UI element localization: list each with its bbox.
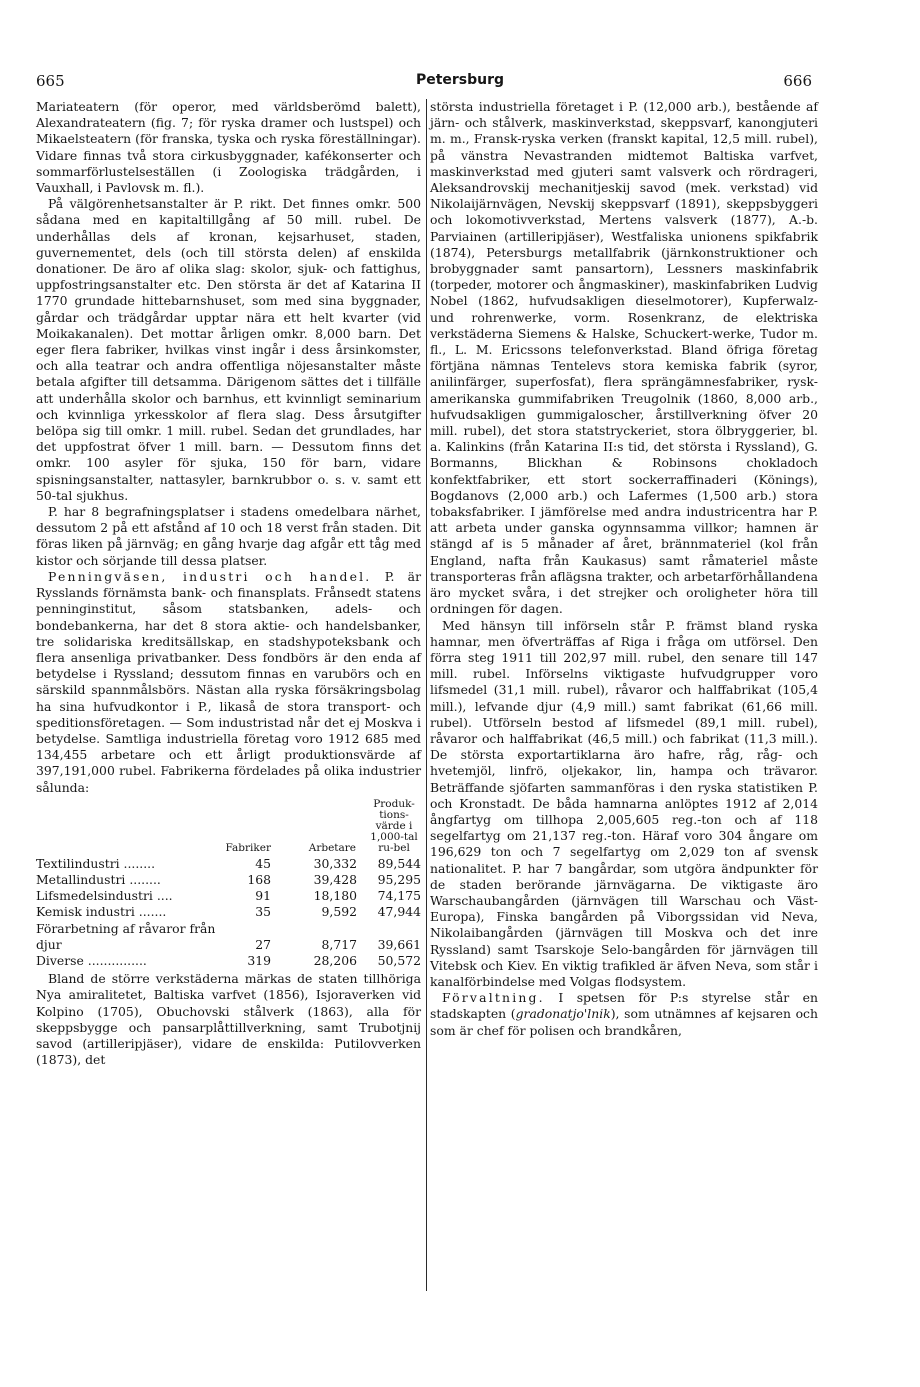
- column-header-arbetare: Arbetare: [308, 841, 356, 854]
- industry-name: Diverse ...............: [36, 952, 147, 968]
- industry-name: Metallindustri ........: [36, 871, 161, 887]
- produktion-value: 89,544: [377, 855, 421, 871]
- paragraph-administration: Förvaltning. I spetsen för P:s styrelse står en stadskapten (gradonatjo'lnik), som utnämnes af kejsaren och som är chef för polisen och brandkåren,: [430, 990, 818, 1038]
- column-header-fabriker: Fabriker: [225, 841, 271, 854]
- right-column: [430, 99, 818, 1039]
- paragraph-trade: Med hänsyn till införseln står P. främst bland ryska hamnar, men öfverträffas af Riga i fråga om utförsel. Den förra steg 1911 till 202,97 mill. rubel, den senare till 147 mill. rubel. Införselns viktigaste hufvudgrupper voro lifsmedel (31,1 mill. rubel), råvaror och halffabrikat (105,4 mill.), lefvande djur (4,9 mill.) samt fabrikat (61,66 mill. rubel). Utförseln bestod af lifsmedel (89,1 mill. rubel), råvaror och halffabrikat (46,5 mill.) och fabrikat (11,3 mill.). De största exportartiklarna äro hafre, råg, råg- och hvetemjöl, linfrö, oljekakor, lin, hampa och trävaror. Beträffande sjöfarten sammanföras i den ryska statistiken P. och Kronstadt. De båda hamnarna anlöptes 1912 af 2,014 ångfartyg om tillhopa 2,005,605 reg.-ton och af 118 segelfartyg om 21,137 reg.-ton. Häraf voro 304 ångare om 196,629 ton och 7 segelfartyg om 2,029 ton af svensk nationalitet. P. har 7 bangårdar, som utgöra ändpunkter för de staden berörande järnvägarna. De viktigaste äro Warschaubangården (järnvägen till Warschau och Väst-Europa), Finska bangården på Viborgssidan vid Neva, Nikolaibangården (järnvägen till Moskva och det inre Ryssland) samt Tsarskoje Selo-bangården för järnvägen till Vitebsk och Kiev. En viktig trafikled är äfven Neva, som står i kanalförbindelse med Volgas flodsystem.: [430, 617, 818, 989]
- paragraph-finance: [36, 569, 421, 796]
- fabriker-value: 27: [255, 936, 271, 952]
- industry-name: Textilindustri ........: [36, 855, 156, 871]
- page-number-left: 665: [36, 72, 65, 90]
- produktion-value: 74,175: [377, 888, 421, 904]
- paragraph-cemeteries: P. har 8 begrafningsplatser i stadens omedelbara närhet, dessutom 2 på ett afstånd af 10 och 18 verst från staden. Dit föras liken på järnväg; en gång hvarje dag afgår ett tåg med kistor och sörjande till dessa platser.: [36, 504, 421, 568]
- paragraph-charities: På välgörenhetsanstalter är P. rikt. Det finnes omkr. 500 sådana med en kapitaltillgång af 50 mill. rubel. De underhållas dels af kronan, kejsarhuset, staden, guvernementet, dels (och till största delen) af enskilda donationer. De äro af olika slag: skolor, sjuk- och fattighus, uppfostringsanstalter etc. Den största är det af Katarina II 1770 grundade hittebarnshuset, som med sina byggnader, gårdar och trädgårdar upptar nära ett helt kvarter (vid Moikakanalen). Det mottar årligen omkr. 8,000 barn. Det eger flera fabriker, hvilkas vinst ingår i dess årsinkomster, och alla teatrar och andra offentliga nöjesanstalter måste betala afgifter till detsamma. Därigenom sättes det i tillfälle att underhålla skolor och barnhus, ett kvinnligt seminarium och kvinnliga yrkesskolor af flera slag. Dess årsutgifter belöpa sig till omkr. 1 mill. rubel. Sedan det grundlades, har det uppfostrat öfver 1 mill. barn. — Dessutom finns det omkr. 100 asyler för sjuka, 150 för barn, vidare spisningsanstalter, nattasyler, barnkrubbor o. s. v. samt ett 50-tal sjukhus.: [36, 196, 421, 503]
- table-row: [36, 872, 421, 888]
- table-row: [36, 921, 421, 953]
- page-number-right: 666: [783, 72, 812, 90]
- paragraph-theatres: Mariateatern (för operor, med världsberömd balett), Alexandrateatern (fig. 7; för ryska dramer och lustspel) och Mikaelsteatern (för franska, tyska och ryska föreställningar). Vidare finnas två stora cirkusbyggnader, kafékonserter och sommarförlustelseställen (i Zoologiska trädgården, i Vauxhall, i Pavlovsk m. fl.).: [36, 99, 421, 196]
- industry-name: Kemisk industri .......: [36, 904, 167, 920]
- fabriker-value: 45: [255, 855, 271, 871]
- paragraph-factories: största industriella företaget i P. (12,000 arb.), bestående af järn- och stålverk, maskinverkstad, skeppsvarf, kanongjuteri m. m., Fransk-ryska verken (franskt kapital, 12,5 mill. rubel), på vänstra Nevastranden midtemot Baltiska varfvet, maskinverkstad med gjuteri samt valsverk och rördrageri, Aleksandrovskij mechanitjeskij savod (mek. verkstad) vid Nikolaijärnvägen, Nevskij skeppsvarf (1891), skeppsbyggeri och lokomotivverkstad, Mertens valsverk (1877), A.-b. Parviainen (artilleripjäser), Westfaliska unionens spikfabrik (1874), Petersburgs metallfabrik (järnkonstruktioner och brobyggnader samt pansartorn), Lessners maskinfabrik (torpeder, motorer och ångmaskiner), maskinfabriken Ludvig Nobel (1862, hufvudsakligen dieselmotorer), Kupferwalz- und rohrenwerke, vorm. Rosenkranz, de elektriska verkstäderna Siemens & Halske, Schuckert-werke, Tudor m. fl., L. M. Ericssons telefonverkstad. Bland öfriga företag förtjäna nämnas Tentelevs stora kemiska fabrik (syror, anilinfärger, superfosfat), flera sprängämnesfabriker, rysk-amerikanska gummifabriken Treugolnik (1860, 8,000 arb., hufvudsakligen gummigaloscher, årstillverkning öfver 20 mill. rubel), det stora statstryckeriet, stora ölbryggerier, bl. a. Kalinkins (från Katarina II:s tid, det största i Ryssland), G. Bormanns, Blickhan & Robinsons chokladoch konfektfabriker, ett stort sockerraffinaderi (Könings), Bogdanovs (2,000 arb.) och Lafermes (1,500 arb.) stora tobaksfabriker. I jämförelse med andra industricentra har P. att arbeta under ganska ogynnsamma villkor; hamnen är stängd af is 5 månader af året, brännmateriel (kol från England, nafta från Kaukasus) samt råmateriel måste transporteras från aflägsna trakter, och arbetarförhållandena äro mycket svåra, i det strejker och oroligheter höra till ordningen för dagen.: [430, 99, 818, 617]
- page-title: Petersburg: [415, 72, 505, 88]
- table-row: [36, 904, 421, 920]
- fabriker-value: 91: [255, 888, 271, 904]
- arbetare-value: 18,180: [313, 888, 357, 904]
- produktion-value: 47,944: [377, 904, 421, 920]
- produktion-value: 39,661: [377, 936, 421, 952]
- section-heading-finance: Penningväsen, industri och handel.: [48, 568, 372, 584]
- arbetare-value: 8,717: [321, 936, 357, 952]
- table-row: [36, 953, 421, 969]
- table-header-row: [36, 798, 421, 856]
- produktion-value: 95,295: [377, 871, 421, 887]
- fabriker-value: 168: [247, 871, 271, 887]
- russian-term: gradonatjo'lnik: [515, 1006, 611, 1022]
- industry-name: Lifsmedelsindustri ....: [36, 888, 173, 904]
- column-header-produktion: Produk-tions-värde i 1,000-tal ru-bel: [370, 797, 418, 854]
- industry-table: [36, 798, 421, 969]
- column-divider: [426, 99, 427, 1291]
- paragraph-finance-text: P. är Rysslands förnämsta bank- och finansplats. Frånsedt statens penninginstitut, såsom statsbanken, adels- och bondebankerna, har det 8 stora aktie- och handelsbanker, tre solidariska kreditsällskap, en stadshypoteksbank och flera ansenliga privatbanker. Dess fondbörs är den enda af betydelse i Ryssland; dessutom finnas en varubörs och en särskild spannmålsbörs. Nästan alla ryska försäkringsbolag ha sina hufvudkontor i P., likaså de stora transport- och speditionsföretagen. — Som industristad når det ej Moskva i betydelse. Samtliga industriella företag voro 1912 685 med 134,455 arbetare och ett årligt produktionsvärde af 397,191,000 rubel. Fabrikerna fördelades på olika industrier sålunda:: [36, 568, 421, 795]
- table-row: [36, 856, 421, 872]
- table-row: [36, 888, 421, 904]
- arbetare-value: 39,428: [313, 871, 357, 887]
- produktion-value: 50,572: [377, 952, 421, 968]
- paragraph-workshops: Bland de större verkstäderna märkas de staten tillhöriga Nya amiralitetet, Baltiska varfvet (1856), Isjoraverken vid Kolpino (1705), Obuchovski stålverk (1863), alla för skeppsbygge och pansarplåttillverkning, samt Trubotjnij savod (artilleripjäser), vidare de enskilda: Putilovverken (1873), det: [36, 971, 421, 1068]
- left-column: [36, 99, 421, 1068]
- fabriker-value: 319: [247, 952, 271, 968]
- arbetare-value: 30,332: [313, 855, 357, 871]
- arbetare-value: 28,206: [313, 952, 357, 968]
- section-heading-administration: Förvaltning.: [442, 990, 545, 1006]
- industry-name: Förarbetning af råvaror från djur: [36, 920, 216, 952]
- arbetare-value: 9,592: [321, 904, 357, 920]
- fabriker-value: 35: [255, 904, 271, 920]
